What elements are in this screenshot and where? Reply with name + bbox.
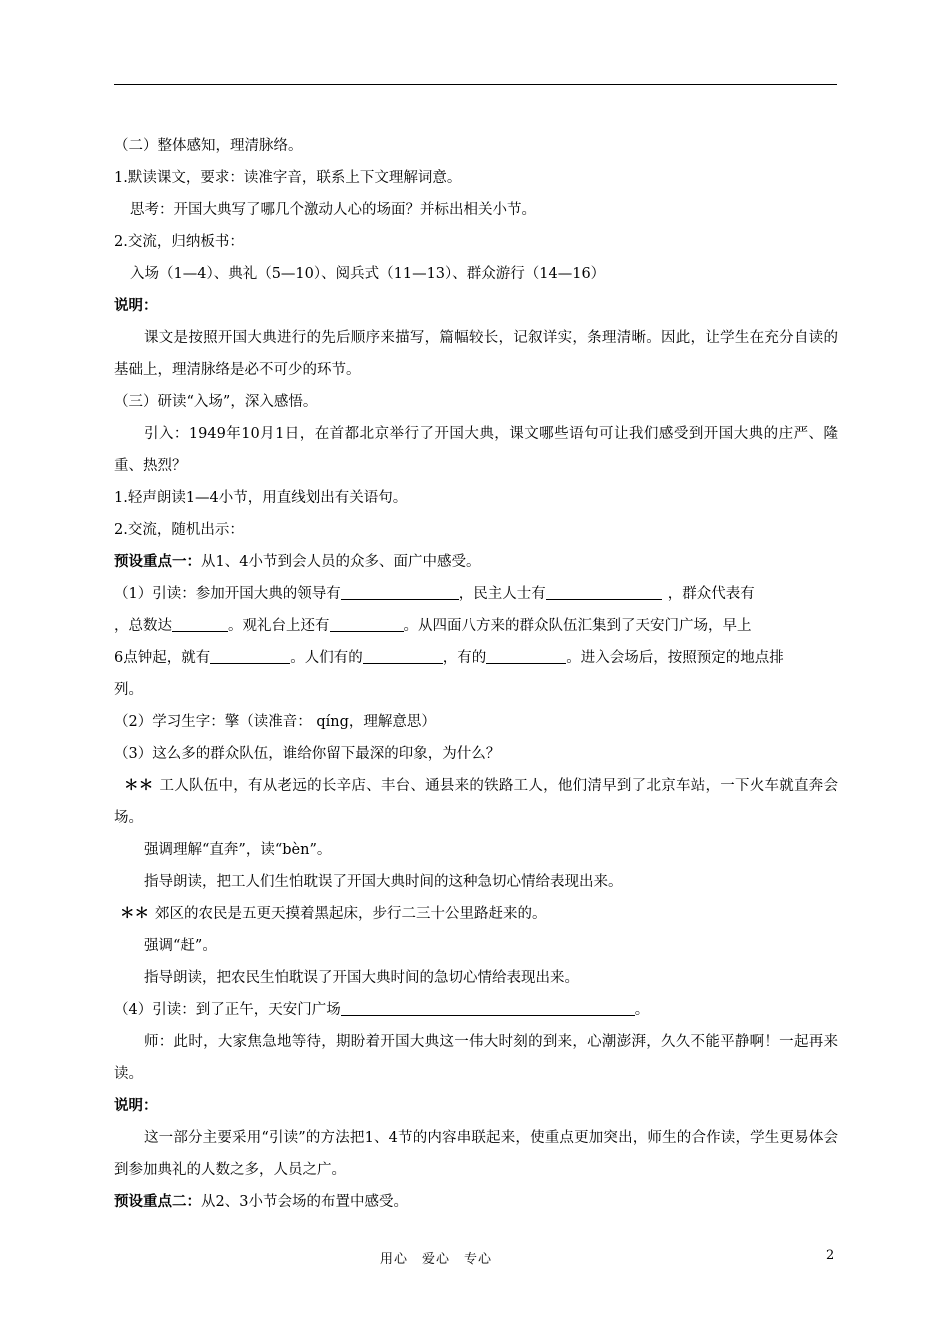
- workers-guide: 指导朗读，把工人们生怕耽误了开国大典时间的这种急切心情给表现出来。: [144, 874, 623, 890]
- workers-text: 工人队伍中，有从老远的长辛店、丰台、通县来的铁路工人，他们清早到了北京车站，一下火车就直奔会场。: [114, 778, 839, 826]
- key-point-2: [114, 1186, 838, 1218]
- fill-text: 。观礼台上还有: [228, 618, 330, 634]
- page-number: 2: [826, 1248, 835, 1263]
- fill-blank[interactable]: [210, 647, 290, 664]
- note-label: 说明：: [114, 1097, 158, 1114]
- question-2: （2）学习生字：擎（读准音： qíng，理解意思）: [114, 714, 436, 730]
- key-point-text: 从1、4小节到会人员的众多、面广中感受。: [201, 554, 481, 570]
- step-2: 2.交流，随机出示：: [114, 522, 244, 538]
- intro-paragraph: 引入：1949年10月1日，在首都北京举行了开国大典，课文哪些语句可让我们感受到开国大典的庄严、隆重、热烈？: [114, 426, 838, 474]
- document-body: [114, 130, 838, 1218]
- fill-blank[interactable]: [172, 615, 228, 632]
- fill-in-line-4: 列。: [114, 682, 143, 698]
- fill-text: （4）引读：到了正午，天安门广场: [114, 1002, 341, 1018]
- step-2: 2.交流，归纳板书：: [114, 234, 244, 250]
- teacher-paragraph: 师：此时，大家焦急地等待，期盼着开国大典这一伟大时刻的到来，心潮澎湃，久久不能平静啊！一起再来读。: [114, 1034, 838, 1082]
- farmers-guide: 指导朗读，把农民生怕耽误了开国大典时间的急切心情给表现出来。: [144, 970, 579, 986]
- farmers-emphasis: 强调“赶”。: [144, 938, 217, 954]
- fill-blank[interactable]: [341, 999, 635, 1016]
- workers-paragraph: [114, 770, 838, 834]
- section-2-title: （二）整体感知，理清脉络。: [114, 138, 303, 154]
- key-point-text: 从2、3小节会场的布置中感受。: [201, 1194, 408, 1210]
- fill-blank[interactable]: [546, 583, 662, 600]
- key-point-1: [114, 546, 838, 578]
- fill-in-line-1: [114, 578, 838, 610]
- fill-text: ，群众代表有: [667, 586, 755, 602]
- fill-text: 。进入会场后，按照预定的地点排: [566, 650, 784, 666]
- fill-text: ，总数达: [114, 618, 172, 634]
- fill-text: （1）引读：参加开国大典的领导有: [114, 586, 341, 602]
- fill-in-line-2: [114, 610, 838, 642]
- step-1: 1.默读课文，要求：读准字音，联系上下文理解词意。: [114, 170, 462, 186]
- question-4: [114, 994, 838, 1026]
- fill-blank[interactable]: [363, 647, 443, 664]
- farmers-line: [114, 898, 838, 930]
- workers-emphasis: 强调理解“直奔”，读“bèn”。: [144, 842, 332, 858]
- header-rule: [114, 84, 837, 85]
- fill-text: ，有的: [442, 650, 487, 666]
- footer-motto: 用心 爱心 专心: [380, 1252, 493, 1267]
- fill-text: 6点钟起，就有: [114, 650, 211, 666]
- star-marker: ＊＊: [120, 905, 149, 922]
- fill-text: 。人们有的: [290, 650, 363, 666]
- fill-blank[interactable]: [341, 583, 459, 600]
- note-paragraph: 这一部分主要采用“引读”的方法把1、4节的内容串联起来，使重点更加突出，师生的合作读，学生更易体会到参加典礼的人数之多，人员之广。: [114, 1130, 838, 1178]
- section-3-title: （三）研读“入场”，深入感悟。: [114, 394, 318, 410]
- key-point-label: 预设重点一：: [114, 553, 201, 570]
- fill-blank[interactable]: [486, 647, 566, 664]
- note-label: 说明：: [114, 297, 158, 314]
- fill-text: 。从四面八方来的群众队伍汇集到了天安门广场，早上: [403, 618, 752, 634]
- key-point-label: 预设重点二：: [114, 1193, 201, 1210]
- star-marker: ＊＊: [124, 777, 154, 794]
- board-summary: 入场（1—4）、典礼（5—10）、阅兵式（11—13）、群众游行（14—16）: [130, 266, 606, 282]
- farmers-text: 郊区的农民是五更天摸着黑起床，步行二三十公里路赶来的。: [155, 906, 547, 922]
- question-3: （3）这么多的群众队伍，谁给你留下最深的印象，为什么？: [114, 746, 501, 762]
- fill-text: 。: [634, 1002, 650, 1018]
- step-1: 1.轻声朗读1—4小节，用直线划出有关语句。: [114, 490, 408, 506]
- fill-in-line-3: [114, 642, 838, 674]
- think-question: 思考：开国大典写了哪几个激动人心的场面？并标出相关小节。: [130, 202, 536, 218]
- fill-text: ，民主人士有: [458, 586, 546, 602]
- fill-blank[interactable]: [330, 615, 404, 632]
- note-paragraph: 课文是按照开国大典进行的先后顺序来描写，篇幅较长，记叙详实，条理清晰。因此，让学生在充分自读的基础上，理清脉络是必不可少的环节。: [114, 330, 838, 378]
